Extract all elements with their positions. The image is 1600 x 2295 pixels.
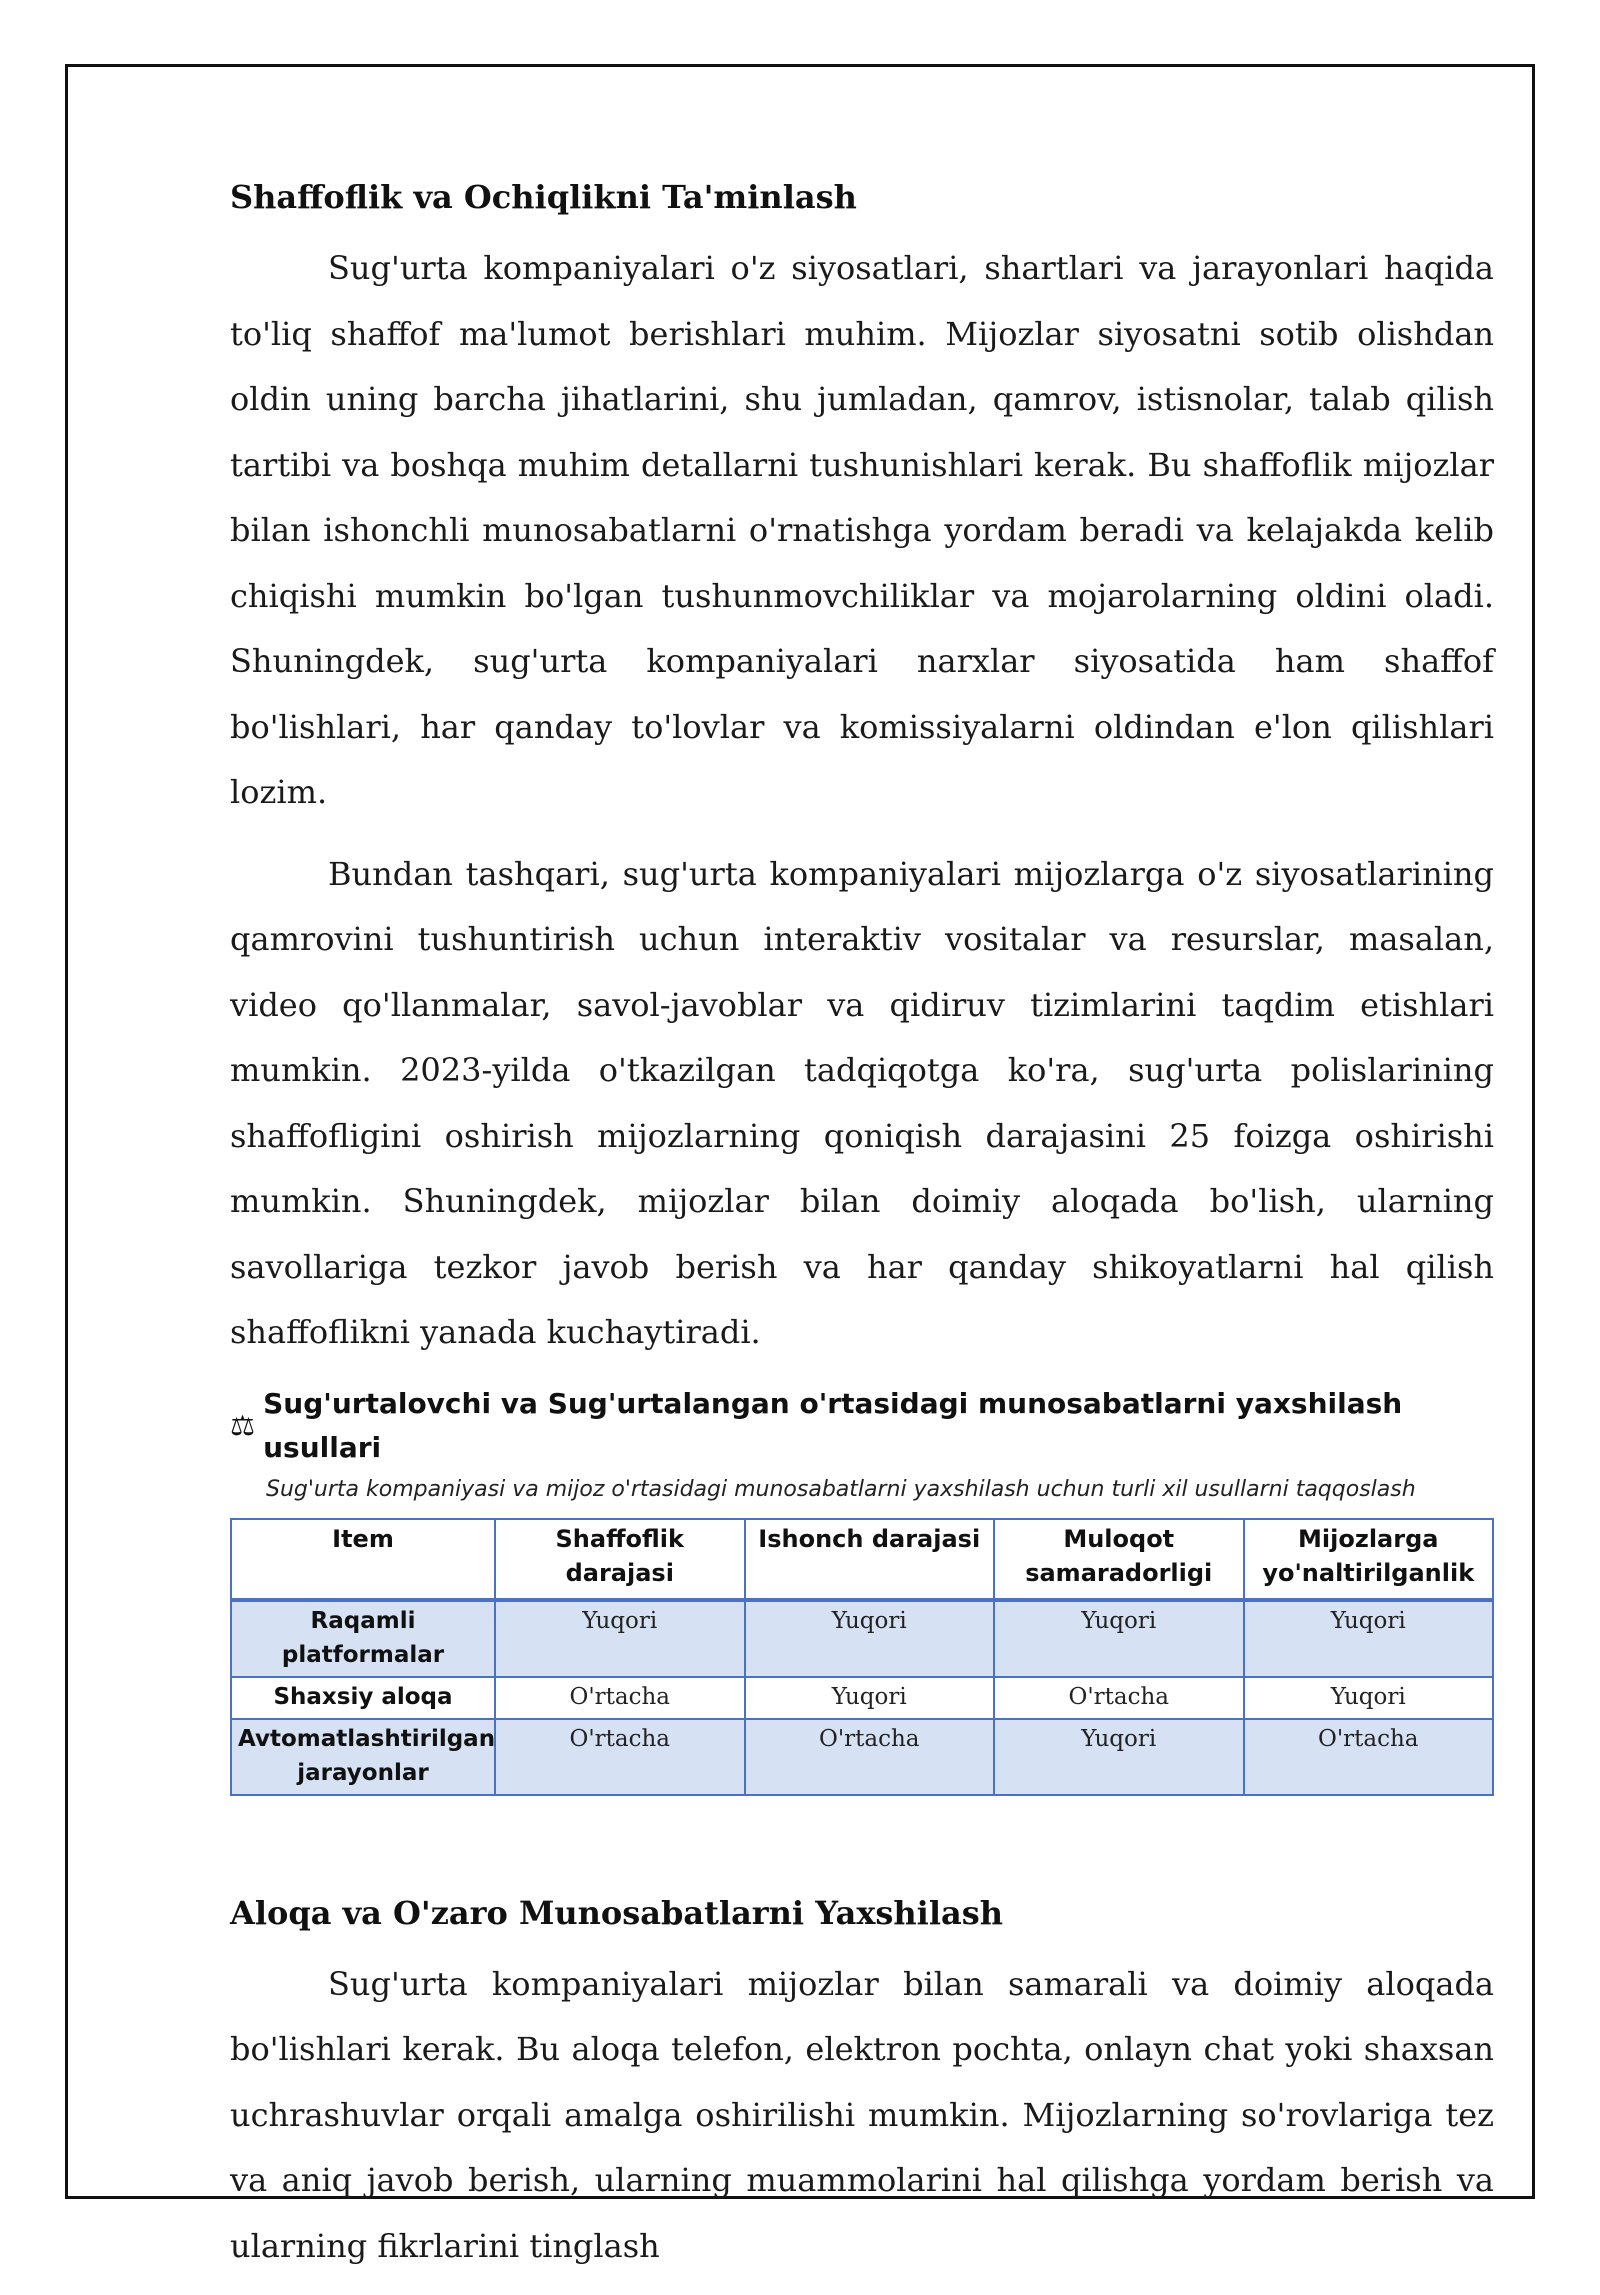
table-row xyxy=(231,1600,1493,1677)
table-cell: O'rtacha xyxy=(495,1719,745,1795)
table-title xyxy=(230,1382,1494,1470)
table-cell: Yuqori xyxy=(745,1600,995,1677)
table-cell: Yuqori xyxy=(1244,1600,1494,1677)
balance-scale-icon: ⚖ xyxy=(230,1408,256,1442)
table-row xyxy=(231,1719,1493,1795)
methods-table-block xyxy=(230,1382,1494,1796)
methods-table xyxy=(230,1518,1494,1796)
body-paragraph: Sug'urta kompaniyalari mijozlar bilan samarali va doimiy aloqada bo'lishlari kerak. Bu aloqa telefon, elektron pochta, onlayn chat yoki shaxsan uchrashuvlar orqali amalga oshirilishi mumkin. Mijozlarning so'rovlariga tez va aniq javob berish, ularning muammolarini hal qilishga yordam berish va ularning fikrlarini tinglash xyxy=(230,1964,1494,2265)
section-heading-transparency: Shaffoflik va Ochiqlikni Ta'minlash xyxy=(230,178,857,216)
column-header-item: Item xyxy=(231,1519,495,1600)
page-content xyxy=(230,172,1494,2295)
table-cell: O'rtacha xyxy=(745,1719,995,1795)
communication-section xyxy=(230,1888,1494,2280)
table-cell: O'rtacha xyxy=(1244,1719,1494,1795)
table-row xyxy=(231,1677,1493,1719)
table-cell: Yuqori xyxy=(994,1719,1244,1795)
table-cell: Yuqori xyxy=(745,1677,995,1719)
row-label: Avtomatlashtirilgan jarayonlar xyxy=(231,1719,495,1795)
table-title-text: Sug'urtalovchi va Sug'urtalangan o'rtasidagi munosabatlarni yaxshilash usullari xyxy=(263,1386,1403,1464)
column-header-trust: Ishonch darajasi xyxy=(745,1519,995,1600)
column-header-transparency: Shaffoflik darajasi xyxy=(495,1519,745,1600)
body-paragraph: Sug'urta kompaniyalari o'z siyosatlari, shartlari va jarayonlari haqida to'liq shaffof ma'lumot berishlari muhim. Mijozlar siyosatni sotib olishdan oldin uning barcha jihatlarini, shu jumladan, qamrov, istisnolar, talab qilish tartibi va boshqa muhim detallarni tushunishlari kerak. Bu shaffoflik mijozlar bilan ishonchli munosabatlarni o'rnatishga yordam beradi va kelajakda kelib chiqishi mumkin bo'lgan tushunmovchiliklar va mojarolarning oldini oladi. Shuningdek, sug'urta kompaniyalari narxlar siyosatida ham shaffof bo'lishlari, har qanday to'lovlar va komissiyalarni oldindan e'lon qilishlari lozim. xyxy=(230,249,1494,811)
table-header-row xyxy=(231,1519,1493,1600)
row-label: Shaxsiy aloqa xyxy=(231,1677,495,1719)
table-cell: O'rtacha xyxy=(994,1677,1244,1719)
table-cell: O'rtacha xyxy=(495,1677,745,1719)
table-cell: Yuqori xyxy=(495,1600,745,1677)
body-paragraph: Bundan tashqari, sug'urta kompaniyalari mijozlarga o'z siyosatlarining qamrovini tushuntirish uchun interaktiv vositalar va resurslar, masalan, video qo'llanmalar, savol-javoblar va qidiruv tizimlarini taqdim etishlari mumkin. 2023-yilda o'tkazilgan tadqiqotga ko'ra, sug'urta polislarining shaffofligini oshirish mijozlarning qoniqish darajasini 25 foizga oshirishi mumkin. Shuningdek, mijozlar bilan doimiy aloqada bo'lish, ularning savollariga tezkor javob berish va har qanday shikoyatlarni hal qilish shaffoflikni yanada kuchaytiradi. xyxy=(230,854,1494,1351)
column-header-communication: Muloqot samaradorligi xyxy=(994,1519,1244,1600)
table-cell: Yuqori xyxy=(1244,1677,1494,1719)
row-label: Raqamli platformalar xyxy=(231,1600,495,1677)
table-subtitle: Sug'urta kompaniyasi va mijoz o'rtasidagi munosabatlarni yaxshilash uchun turli xil usullarni taqqoslash xyxy=(266,1476,1416,1502)
section-heading-communication: Aloqa va O'zaro Munosabatlarni Yaxshilash xyxy=(230,1893,1003,1932)
column-header-customer-focus: Mijozlarga yo'naltirilganlik xyxy=(1244,1519,1494,1600)
table-cell: Yuqori xyxy=(994,1600,1244,1677)
